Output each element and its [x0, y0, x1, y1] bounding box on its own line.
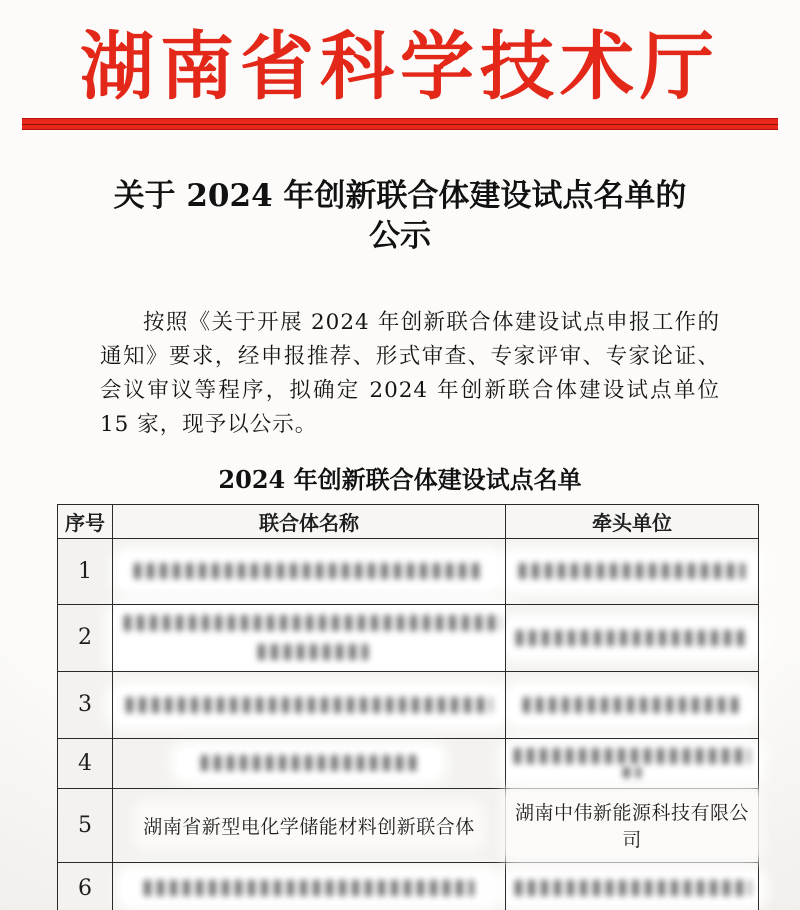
- row-number-cell: 5: [58, 788, 113, 862]
- table-row: [58, 788, 759, 862]
- consortium-name-cell: [113, 671, 506, 738]
- consortium-name-cell: [113, 862, 506, 910]
- letterhead-red-divider: [22, 118, 778, 130]
- blurred-text: [506, 621, 758, 655]
- lead-unit-cell: [506, 538, 759, 604]
- notice-body-paragraph: 按照《关于开展 2024 年创新联合体建设试点申报工作的通知》要求，经申报推荐、形式审查、专家评审、专家论证、会议审议等程序，拟确定 2024 年创新联合体建设试点单位 15 家，现予以公示。: [100, 309, 720, 437]
- blurred-text: [510, 688, 754, 722]
- table-row: [58, 671, 759, 738]
- lead-unit-cell: [506, 862, 759, 910]
- notice-title-line-2: 公示: [369, 217, 431, 254]
- blurred-text: [119, 554, 499, 588]
- consortium-name-cell: [113, 738, 506, 788]
- consortium-name-cell: [113, 788, 506, 862]
- consortium-name-cell: [113, 538, 506, 604]
- table-row: [58, 538, 759, 604]
- blurred-text: [506, 873, 760, 903]
- consortium-name-cell: [113, 604, 506, 671]
- table-row: [58, 738, 759, 788]
- blurred-text: [113, 606, 513, 669]
- table-title: 2024 年创新联合体建设试点名单: [218, 464, 582, 494]
- row-number-cell: 2: [58, 604, 113, 671]
- table-row: [58, 862, 759, 910]
- row-number-cell: 1: [58, 538, 113, 604]
- blurred-text: [506, 744, 758, 782]
- row-number-cell: 3: [58, 671, 113, 738]
- col-header-name: 联合体名称: [113, 504, 506, 538]
- table-header-row: [58, 504, 759, 538]
- blurred-text: [507, 554, 757, 588]
- consortium-name-text: 湖南省新型电化学储能材料创新联合体: [139, 806, 479, 845]
- lead-unit-cell: [506, 788, 759, 862]
- notice-title-line-1: 关于 2024 年创新联合体建设试点名单的: [113, 177, 687, 214]
- lead-unit-cell: [506, 738, 759, 788]
- lead-unit-cell: [506, 671, 759, 738]
- lead-unit-text: 湖南中伟新能源科技有限公司: [506, 792, 758, 858]
- blurred-text: [113, 688, 505, 722]
- table-row: [58, 604, 759, 671]
- row-number-cell: 6: [58, 862, 113, 910]
- lead-unit-cell: [506, 604, 759, 671]
- notice-title: [0, 176, 800, 256]
- col-header-lead: 牵头单位: [506, 504, 759, 538]
- pilot-list-table: [57, 504, 759, 910]
- blurred-text: [123, 873, 495, 903]
- col-header-index: 序号: [58, 504, 113, 538]
- agency-name: 湖南省科学技术厅: [80, 24, 720, 110]
- blurred-text: [178, 749, 440, 777]
- row-number-cell: 4: [58, 738, 113, 788]
